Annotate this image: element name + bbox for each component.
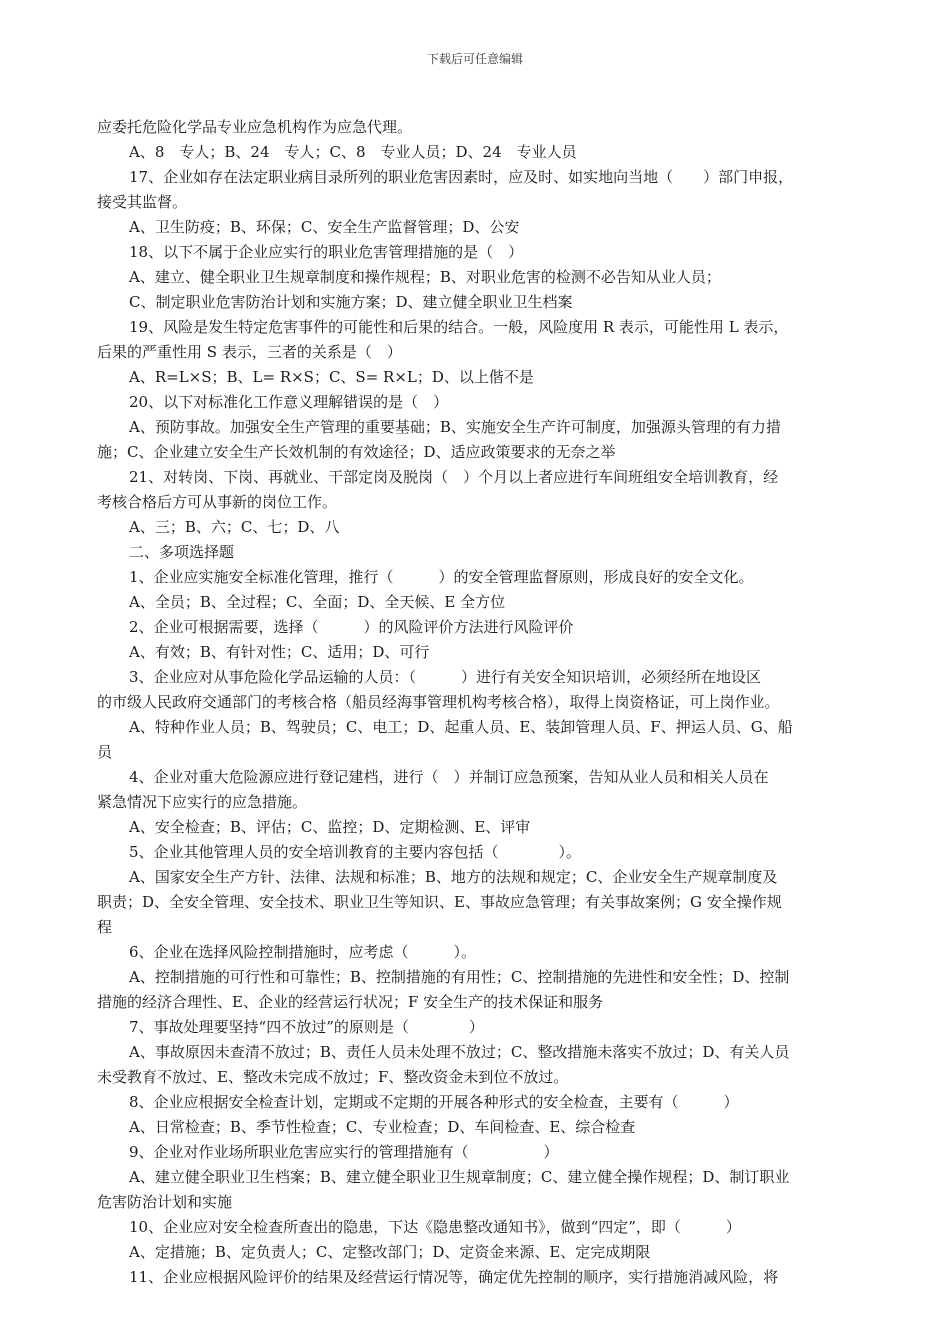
text-line: 17、企业如存在法定职业病目录所列的职业危害因素时，应及时、如实地向当地（ ）部门申报， — [129, 168, 794, 186]
text-line: 1、企业应实施安全标准化管理，推行（ ）的安全管理监督原则，形成良好的安全文化。 — [129, 568, 754, 586]
text-line: A、卫生防疫；B、环保；C、安全生产监督管理；D、公安 — [129, 218, 520, 236]
text-line: A、建立健全职业卫生档案；B、建立健全职业卫生规章制度；C、建立健全操作规程；D、制订职业 — [129, 1168, 790, 1186]
text-line: 10、企业应对安全检查所查出的隐患，下达《隐患整改通知书》，做到“四定”，即（ ） — [129, 1218, 741, 1236]
text-line: 接受其监督。 — [97, 193, 188, 211]
document-body — [97, 115, 857, 1290]
text-line: A、定措施；B、定负责人；C、定整改部门；D、定资金来源、E、定完成期限 — [129, 1243, 651, 1261]
text-line: 危害防治计划和实施 — [97, 1193, 233, 1211]
text-line: 7、事故处理要坚持“四不放过”的原则是（ ） — [129, 1018, 484, 1036]
text-line: A、特种作业人员；B、驾驶员；C、电工；D、起重人员、E、装卸管理人员、F、押运人员、G、船 — [129, 718, 793, 736]
text-line: 20、以下对标准化工作意义理解错误的是（ ） — [129, 393, 449, 411]
text-line: A、R=L×S；B、L= R×S；C、S= R×L；D、以上偕不是 — [129, 368, 534, 386]
page-header: 下载后可任意编辑 — [426, 52, 523, 66]
text-line: 4、企业对重大危险源应进行登记建档，进行（ ）并制订应急预案，告知从业人员和相关人员在 — [129, 768, 769, 786]
text-line: A、8 专人；B、24 专人；C、8 专业人员；D、24 专业人员 — [129, 143, 577, 161]
text-line: A、日常检查；B、季节性检查；C、专业检查；D、车间检查、E、综合检查 — [129, 1118, 636, 1136]
text-line: 3、企业应对从事危险化学品运输的人员：（ ）进行有关安全知识培训，必须经所在地设区 — [129, 668, 762, 686]
text-line: C、制定职业危害防治计划和实施方案；D、建立健全职业卫生档案 — [129, 293, 573, 311]
text-line: 应委托危险化学品专业应急机构作为应急代理。 — [97, 118, 413, 136]
text-line: 紧急情况下应实行的应急措施。 — [97, 793, 308, 811]
text-line: A、控制措施的可行性和可靠性；B、控制措施的有用性；C、控制措施的先进性和安全性；D、控制 — [129, 968, 790, 986]
text-line: A、国家安全生产方针、法律、法规和标准；B、地方的法规和规定；C、企业安全生产规章制度及 — [129, 868, 778, 886]
text-line: 考核合格后方可从事新的岗位工作。 — [97, 493, 338, 511]
text-line: 未受教育不放过、E、整改未完成不放过；F、整改资金未到位不放过。 — [97, 1068, 569, 1086]
text-line: 的市级人民政府交通部门的考核合格（船员经海事管理机构考核合格），取得上岗资格证，可上岗作业。 — [97, 693, 780, 711]
text-line: A、三；B、六；C、七；D、八 — [129, 518, 340, 536]
text-line: A、预防事故。加强安全生产管理的重要基础；B、实施安全生产许可制度，加强源头管理的有力措 — [129, 418, 781, 436]
text-line: 21、对转岗、下岗、再就业、干部定岗及脱岗（ ）个月以上者应进行车间班组安全培训教育，经 — [129, 468, 779, 486]
text-line: A、有效；B、有针对性；C、适用；D、可行 — [129, 643, 430, 661]
text-line: 5、企业其他管理人员的安全培训教育的主要内容包括（ ）。 — [129, 843, 582, 861]
text-line: 措施的经济合理性、E、企业的经营运行状况；F 安全生产的技术保证和服务 — [97, 993, 604, 1011]
text-line: 19、风险是发生特定危害事件的可能性和后果的结合。一般，风险度用 R 表示，可能性用 L 表示， — [129, 318, 789, 336]
text-line: A、建立、健全职业卫生规章制度和操作规程；B、对职业危害的检测不必告知从业人员； — [129, 268, 721, 286]
text-line: 后果的严重性用 S 表示，三者的关系是（ ） — [97, 343, 402, 361]
text-line: A、安全检查；B、评估；C、监控；D、定期检测、E、评审 — [129, 818, 531, 836]
text-line: 施；C、企业建立安全生产长效机制的有效途径；D、适应政策要求的无奈之举 — [97, 443, 616, 461]
text-line: 二、多项选择题 — [129, 543, 235, 561]
text-line: 员 — [97, 743, 113, 761]
text-line: A、事故原因未查清不放过；B、责任人员未处理不放过；C、整改措施未落实不放过；D、有关人员 — [129, 1043, 790, 1061]
text-line: 2、企业可根据需要，选择（ ）的风险评价方法进行风险评价 — [129, 618, 574, 636]
text-line: 18、以下不属于企业应实行的职业危害管理措施的是（ ） — [129, 243, 524, 261]
text-line: 6、企业在选择风险控制措施时，应考虑（ ）。 — [129, 943, 477, 961]
text-line: 职责；D、全安全管理、安全技术、职业卫生等知识、E、事故应急管理；有关事故案例；G 安全操作规 — [97, 893, 782, 911]
text-line: 8、企业应根据安全检查计划，定期或不定期的开展各种形式的安全检查，主要有（ ） — [129, 1093, 739, 1111]
text-line: 程 — [97, 918, 113, 936]
text-line: 9、企业对作业场所职业危害应实行的管理措施有（ ） — [129, 1143, 559, 1161]
text-line: 11、企业应根据风险评价的结果及经营运行情况等，确定优先控制的顺序，实行措施消减风险，将 — [129, 1268, 779, 1286]
text-line: A、全员；B、全过程；C、全面；D、全天候、E 全方位 — [129, 593, 506, 611]
